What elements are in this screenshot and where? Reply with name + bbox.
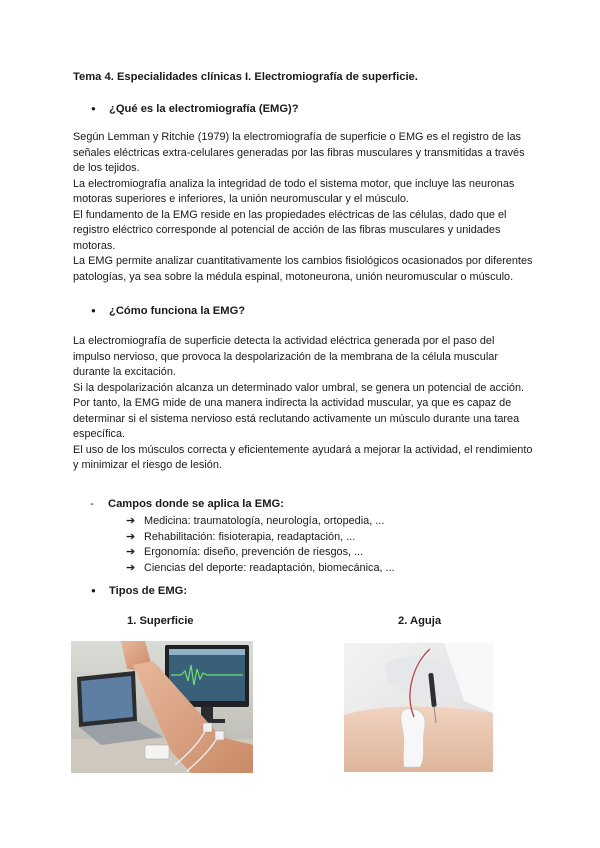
campos-list [126,514,395,576]
section-heading-what-is-emg: ● ¿Qué es la electromiografía (EMG)? [91,103,299,115]
section1-body [73,130,533,285]
paragraph: La electromiografía analiza la integridad de todo el sistema motor, que incluye las neuronas motoras superiores e inferiores, la unión neuromuscular y el músculo. [73,177,515,205]
tipo-aguja-label: 2. Aguja [398,615,442,627]
dash-icon: - [90,498,94,510]
campos-heading: - Campos donde se aplica la EMG: [90,498,284,510]
needle-emg-photo [344,643,493,772]
paragraph: El fundamento de la EMG reside en las propiedades eléctricas de las células, dado que el registro eléctrico corresponde al potencial de acción de las fibras musculares y unidades motoras. [73,208,507,252]
list-item: ➔ Rehabilitación: fisioterapia, readaptación, ... [126,530,395,546]
arrow-icon: ➔ [126,515,136,527]
document-title: Tema 4. Especialidades clínicas I. Electromiografía de superficie. [73,71,418,83]
paragraph: La electromiografía de superficie detecta la actividad eléctrica generada por el paso del impulso nervioso, que provoca la despolarización de la membrana de la célula muscular durante la excitación. [73,335,498,378]
paragraph: Si la despolarización alcanza un determinado valor umbral, se genera un potencial de acción. [73,381,525,394]
paragraph: Según Lemman y Ritchie (1979) la electromiografía de superficie o EMG es el registro de las señales eléctricas extra-celulares generadas por las fibras musculares y transmitidas a través de los tejidos. [73,131,525,174]
arrow-icon: ➔ [126,530,136,543]
tipo-superficie-label: 1. Superficie [127,615,194,627]
arrow-icon: ➔ [126,561,136,574]
paragraph: La EMG permite analizar cuantitativamente los cambios fisiológicos ocasionados por diferentes patologías, ya sea sobre la médula espinal, motoneurona, unión neuromuscular o músculo. [73,255,533,283]
list-item: ➔ Medicina: traumatología, neurología, ortopedia, ... [126,514,395,530]
surface-emg-photo [71,641,253,773]
tipos-heading: ● Tipos de EMG: [91,585,188,597]
section-heading-how-emg-works: ● ¿Cómo funciona la EMG? [91,305,246,317]
arrow-icon: ➔ [126,546,136,558]
list-item: ➔ Ergonomía: diseño, prevención de riesgos, ... [126,545,395,561]
paragraph: Por tanto, la EMG mide de una manera indirecta la actividad muscular, ya que es capaz de determinar si el sistema nervioso está reclutando activamente un músculo durante una tarea específica. [73,397,520,440]
bullet-icon: ● [91,586,96,595]
bullet-icon: ● [91,306,96,315]
section2-body [73,334,533,474]
bullet-icon: ● [91,104,96,113]
paragraph: El uso de los músculos correcta y eficientemente ayudará a mejorar la actividad, el rendimiento y minimizar el riesgo de lesión. [73,443,533,471]
list-item: ➔ Ciencias del deporte: readaptación, biomecánica, ... [126,561,395,577]
